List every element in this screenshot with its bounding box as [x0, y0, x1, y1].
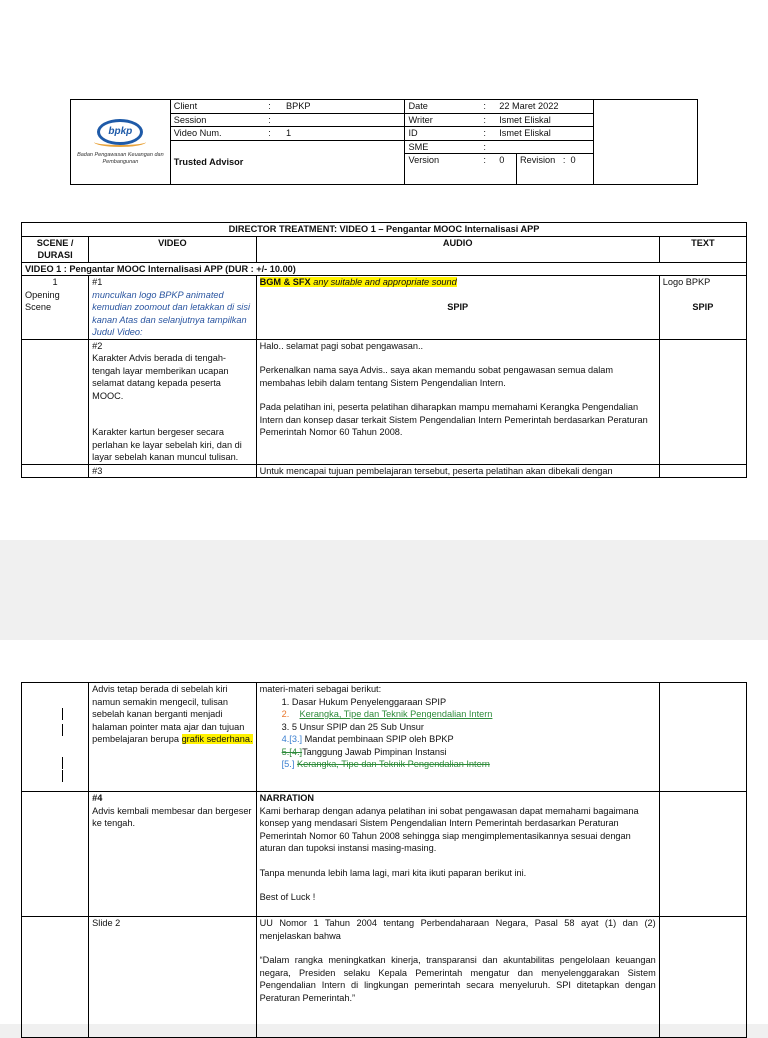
revision-cell [516, 154, 593, 185]
scene-number: 1 [52, 277, 58, 287]
sme-value [496, 140, 593, 154]
list-number: 4.[3.] [281, 734, 303, 744]
narration-text: Best of Luck ! [259, 892, 316, 902]
table-title: DIRECTOR TREATMENT: VIDEO 1 – Pengantar MOOC Internalisasi APP [22, 223, 747, 237]
list-number: 2. [281, 709, 290, 719]
audio-title: SPIP [447, 301, 469, 312]
bpkp-logo-icon: bpkp [97, 119, 143, 145]
bgm-label: BGM & SFX [259, 277, 311, 287]
date-label: Date [405, 100, 480, 114]
video-direction: Advis tetap berada di sebelah kiri namun semakin mengecil, tulisan sebelah kanan berganti menjadi halaman pointer mata ajar dan tujuan pembelajaran berupa [92, 684, 245, 744]
shot-number: #3 [89, 464, 256, 478]
date-value: 22 Maret 2022 [496, 100, 593, 114]
scene-cell [22, 464, 89, 478]
narration-text: Kami berharap dengan adanya pelatihan ini sobat pengawasan dapat memahami bagaimana konsep yang mendasari Sistem Pengendalian Intern Pemerintah berdasarkan Peraturan Pemerintah Nomor 60 Tahun 2008 sehingga siap mengimplementasikannya sesuai dengan aturan dan tupoksi instansi masing-masing. [259, 805, 639, 853]
text-cell [659, 276, 746, 340]
material-list [260, 696, 656, 771]
shot-number: #2 [92, 340, 103, 351]
audio-cell [256, 339, 659, 464]
scene-name: Opening Scene [25, 289, 60, 312]
video-cell [89, 276, 256, 340]
video-direction: Slide 2 [89, 917, 256, 1038]
text-title: SPIP [692, 301, 714, 312]
scene-cell [22, 792, 89, 917]
narration-text: “Dalam rangka meningkatkan kinerja, transparansi dan akuntabilitas pengelolaan keuangan negara, Presiden selaku Kepala Pemerintah mengatur dan menyelenggarakan Sistem Pengendalian Intern di lingkungan pemerintah secara menyeluruh. SPI ditetapkan dengan Peraturan Pemerintah.” [259, 955, 656, 1003]
table-row [22, 276, 747, 340]
audio-cell [256, 917, 659, 1038]
text-logo: Logo BPKP [662, 277, 711, 287]
video-num-value: 1 [283, 127, 405, 141]
sme-label: SME [405, 140, 480, 154]
audio-cell [256, 276, 659, 340]
revision-value: 0 [570, 155, 576, 165]
list-item [282, 733, 656, 746]
narration-text: Pada pelatihan ini, peserta pelatihan diharapkan mampu memahami Kerangka Pengendalian Intern dan konsep dasar terkait Sistem Pengendalian Intern Pemerintah berdasarkan Peraturan Pemerintah Nomor 60 Tahun 2008. [259, 402, 648, 437]
col-header-audio: AUDIO [256, 236, 659, 262]
bgm-description: any suitable and appropriate sound [310, 277, 457, 287]
text-cell [659, 792, 746, 917]
audio-cell [256, 792, 659, 917]
video-num-label: Video Num. [170, 127, 265, 141]
writer-label: Writer [405, 113, 480, 127]
separator: : [265, 127, 283, 141]
col-header-scene: SCENE / DURASI [22, 236, 89, 262]
script-header-table [70, 99, 698, 185]
id-label: ID [405, 127, 480, 141]
video-direction: Karakter kartun bergeser secara perlahan ke layar sebelah kiri, dan di layar sebelah kanan muncul tulisan. [92, 427, 242, 462]
table-row [22, 339, 747, 464]
col-header-text: TEXT [659, 236, 746, 262]
table-row [22, 792, 747, 917]
session-label: Session [170, 113, 265, 127]
bpkp-logo [71, 100, 171, 185]
list-text: Kerangka, Tipe dan Teknik Pengendalian Intern [299, 709, 493, 719]
separator: : [480, 140, 496, 154]
client-label: Client [170, 100, 265, 114]
revision-label: Revision [519, 155, 556, 165]
trusted-advisor-label: Trusted Advisor [170, 140, 405, 185]
narration-text: Halo.. selamat pagi sobat pengawasan.. [259, 340, 424, 351]
scene-cell [22, 917, 89, 1038]
director-treatment-table-continued [21, 682, 747, 1038]
id-value: Ismet Eliskal [496, 127, 593, 141]
separator: : [265, 113, 283, 127]
video-cell [89, 683, 256, 792]
list-item [282, 746, 656, 759]
text-cell [659, 683, 746, 792]
video-cell [89, 339, 256, 464]
table-row [22, 464, 747, 478]
narration-text: Tanpa menunda lebih lama lagi, mari kita ikuti paparan berikut ini. [259, 867, 527, 878]
logo-caption: Badan Pengawasan Keuangan dan Pembangunan [77, 152, 164, 165]
list-number: 5.[4.] [281, 746, 303, 757]
narration-text: Perkenalkan nama saya Advis.. saya akan memandu sobat pengawasan semua dalam membahas lebih dalam tentang Sistem Pengendalian Intern. [259, 365, 614, 388]
separator: : [562, 155, 566, 165]
text-cell [659, 917, 746, 1038]
scene-cell [22, 276, 89, 340]
narration-text: materi-materi sebagai berikut: [259, 684, 382, 694]
video-cell [89, 792, 256, 917]
list-text: Kerangka, Tipe dan Teknik Pengendalian Intern [296, 759, 490, 769]
section-heading: VIDEO 1 : Pengantar MOOC Internalisasi APP (DUR : +/- 10.00) [22, 262, 747, 276]
director-treatment-table [21, 222, 747, 478]
text-cell [659, 464, 746, 478]
session-value [283, 113, 405, 127]
video-direction: Advis kembali membesar dan bergeser ke tengah. [92, 805, 252, 828]
list-item [282, 758, 656, 771]
text-cell [659, 339, 746, 464]
separator: : [480, 154, 496, 185]
blank-cell [593, 100, 697, 185]
table-row [22, 683, 747, 792]
separator: : [480, 100, 496, 114]
separator: : [480, 127, 496, 141]
col-header-video: VIDEO [89, 236, 256, 262]
list-number: [5.] [281, 759, 295, 769]
version-value: 0 [496, 154, 516, 185]
writer-value: Ismet Eliskal [496, 113, 593, 127]
list-item: 3. 5 Unsur SPIP dan 25 Sub Unsur [281, 721, 424, 732]
video-direction: Karakter Advis berada di tengah-tengah layar memberikan ucapan selamat datang kepada peserta MOOC. [92, 353, 229, 401]
client-value: BPKP [283, 100, 405, 114]
table-row [22, 917, 747, 1038]
narration-text: UU Nomor 1 Tahun 2004 tentang Perbendaharaan Negara, Pasal 58 ayat (1) dan (2) menjelaskan bahwa [259, 918, 656, 941]
separator: : [480, 113, 496, 127]
version-label: Version [405, 154, 480, 185]
list-item: 1. Dasar Hukum Penyelenggaraan SPIP [281, 696, 447, 707]
video-direction: munculkan logo BPKP animated kemudian zoomout dan letakkan di sisi kanan Atas dan selanjutnya tampilkan Judul Video: [92, 289, 250, 337]
separator: : [265, 100, 283, 114]
scene-cell [22, 683, 89, 792]
narration-heading: NARRATION [259, 793, 315, 803]
narration-text: Untuk mencapai tujuan pembelajaran tersebut, peserta pelatihan akan dibekali dengan [256, 464, 659, 478]
list-text: Mandat pembinaan SPIP oleh BPKP [302, 734, 454, 744]
shot-number: #4 [92, 793, 103, 803]
audio-cell [256, 683, 659, 792]
highlighted-text: grafik sederhana. [181, 734, 253, 744]
shot-number: #1 [92, 277, 103, 287]
scene-cell [22, 339, 89, 464]
list-item [282, 708, 656, 721]
list-text: Tanggung Jawab Pimpinan Instansi [302, 746, 447, 757]
